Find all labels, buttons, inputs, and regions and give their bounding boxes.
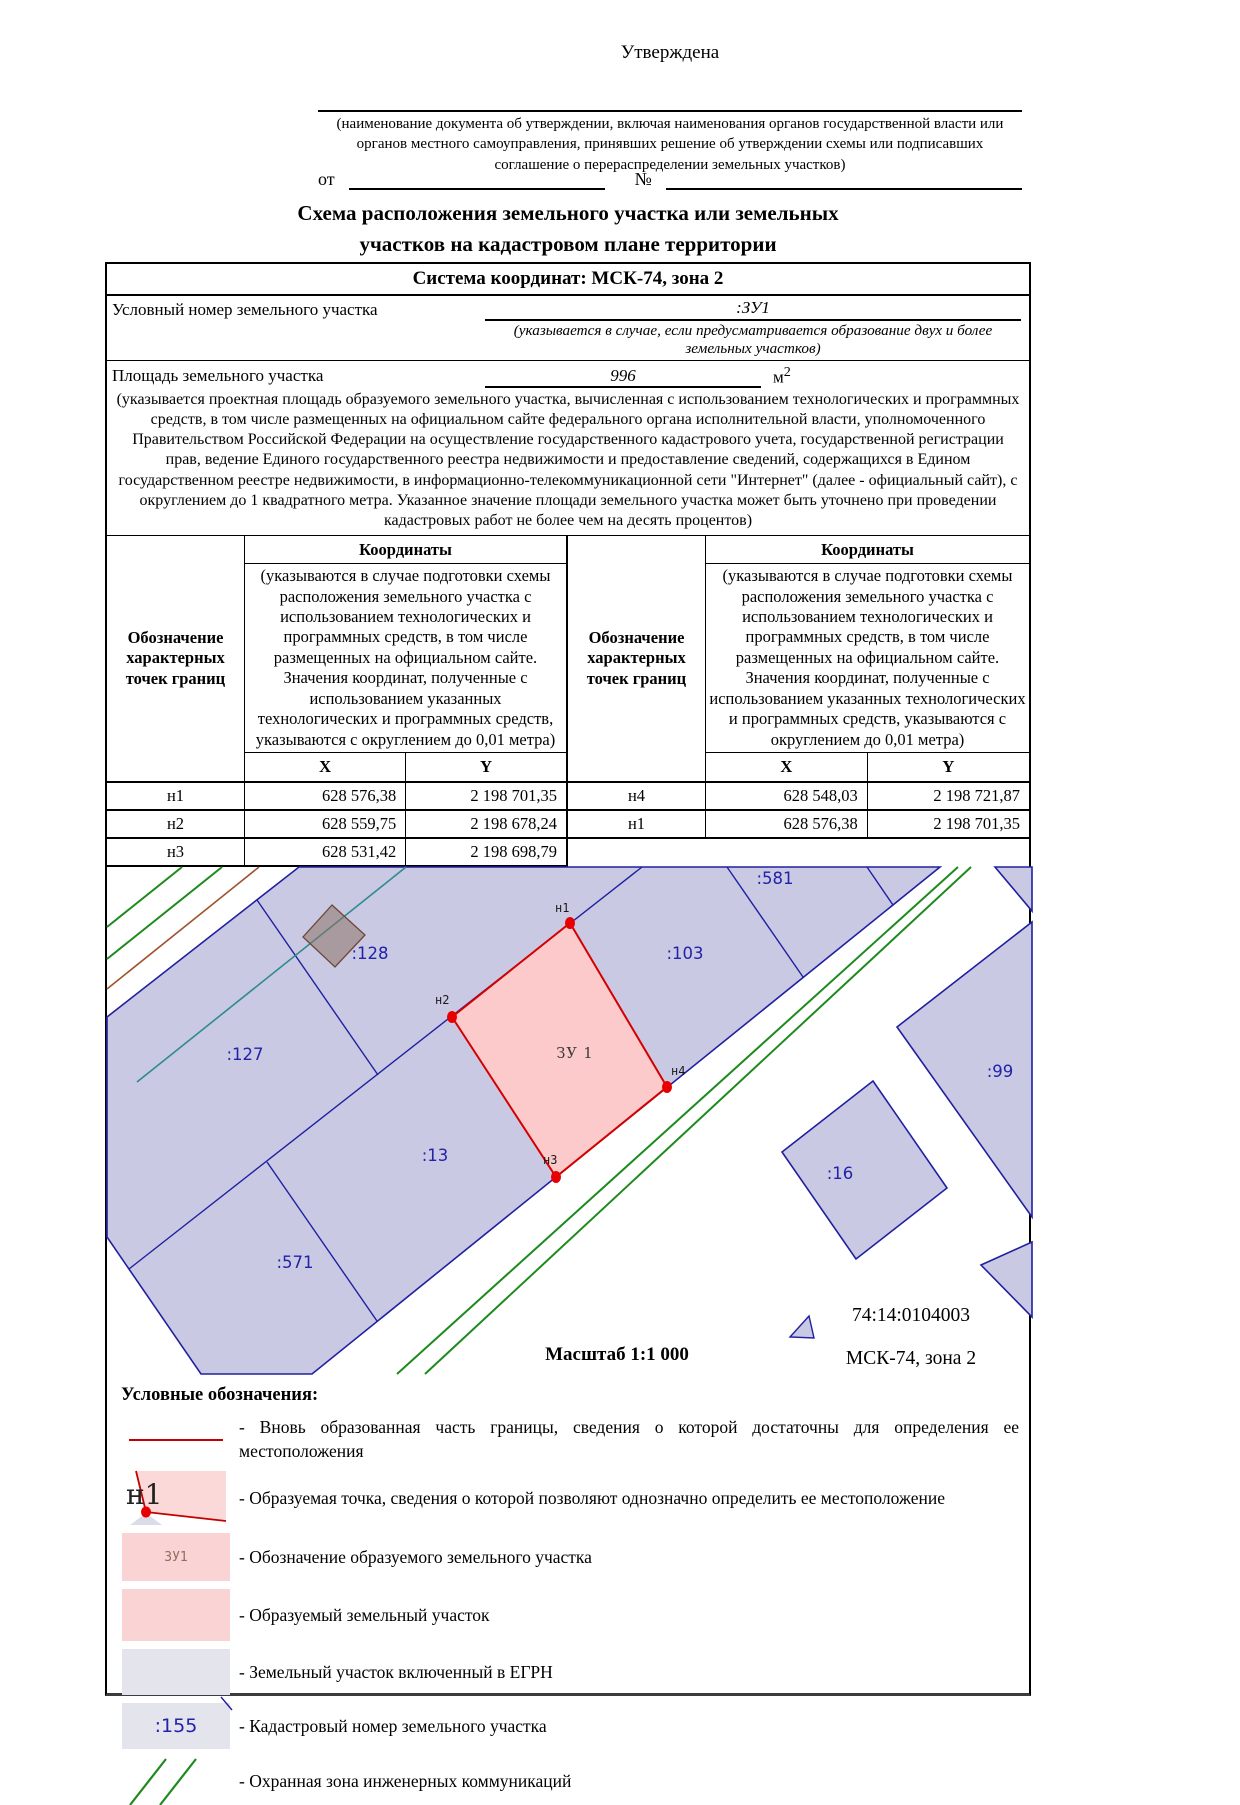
- parcel-label-103: :103: [666, 944, 704, 964]
- legend-item-label: - Обозначение образуемого земельного участка: [239, 1546, 592, 1567]
- document-title: [105, 198, 1031, 260]
- left-point-col-header: Обозначение характерных точек границ: [107, 536, 245, 782]
- area-unit-sup: 2: [783, 364, 791, 381]
- cadastral-quarter-number: 74:14:0104003: [851, 1305, 971, 1327]
- legend-title: Условные обозначения:: [121, 1385, 319, 1406]
- y-value: 2 198 678,24: [406, 810, 567, 838]
- area-unit: [773, 364, 791, 388]
- from-number-row: [318, 166, 1022, 190]
- legend-item-label: - Образуемый земельный участок: [239, 1604, 490, 1625]
- table-row: [568, 782, 1029, 810]
- legend-item-label: - Образуемая точка, сведения о которой позволяют однозначно определить ее местоположение: [239, 1487, 946, 1508]
- point-id: н1: [568, 810, 706, 838]
- point-label-n4: н4: [671, 1064, 686, 1079]
- x-value: 628 576,38: [245, 782, 406, 810]
- cadastral-map: [107, 867, 1029, 1377]
- table-row: [107, 810, 567, 838]
- document-title-line2: участков на кадастровом плане территории: [359, 232, 777, 256]
- zu1-label: ЗУ 1: [556, 1046, 594, 1063]
- legend-item-formed-point: [121, 1471, 1021, 1525]
- left-y-header: Y: [406, 753, 567, 783]
- legend-item-egrn-parcel: [121, 1649, 1021, 1695]
- cadastral-map-svg: [107, 867, 1029, 1377]
- coords-table-left: [107, 536, 568, 867]
- point-label-n3: н3: [543, 1153, 558, 1168]
- conditional-number-value-block: [485, 298, 1029, 360]
- left-coords-caption: (указываются в случае подготовки схемы расположения земельного участка с использованием технологических и программных средств, в том числе размещенных на официальном сайте. Значения координат, полученные с использованием указанных технологических и программных средств, указываются с округлением до 0,01 метра): [245, 564, 568, 753]
- from-label: от: [318, 169, 335, 189]
- utility-zone-icon: [121, 1757, 231, 1805]
- cadastral-number-swatch: [121, 1703, 231, 1749]
- table-row: [107, 838, 567, 866]
- point-n3: [551, 1171, 561, 1183]
- legend-item-label: - Земельный участок включенный в ЕГРН: [239, 1661, 553, 1682]
- parcel-label-581: :581: [756, 869, 794, 889]
- conditional-number-row: [107, 296, 1029, 361]
- point-n2: [447, 1011, 457, 1023]
- conditional-number-value: :ЗУ1: [485, 298, 1021, 321]
- coordinates-section: [107, 536, 1029, 867]
- right-x-header: X: [706, 753, 868, 783]
- point-id: н1: [107, 782, 245, 810]
- left-coords-header: Координаты: [245, 536, 568, 564]
- map-scale: Масштаб 1:1 000: [545, 1344, 689, 1366]
- right-coords-header: Координаты: [706, 536, 1030, 564]
- formed-parcel-swatch: [121, 1589, 231, 1641]
- document-title-line1: Схема расположения земельного участка или земельных: [297, 201, 839, 225]
- legend-item-cadastral-number: [121, 1703, 1021, 1749]
- legend-item-label: - Кадастровый номер земельного участка: [239, 1715, 547, 1736]
- area-value: 996: [485, 366, 761, 388]
- coordinate-system-header: Система координат: МСК-74, зона 2: [107, 264, 1029, 296]
- y-value: 2 198 701,35: [867, 810, 1029, 838]
- formed-point-icon-svg: [126, 1471, 226, 1525]
- new-boundary-line-icon: [121, 1439, 231, 1441]
- table-row: [107, 782, 567, 810]
- y-value: 2 198 721,87: [867, 782, 1029, 810]
- zu-designation-sample-label: ЗУ1: [164, 1549, 188, 1565]
- conditional-number-label: Условный номер земельного участка: [112, 300, 378, 319]
- x-value: 628 559,75: [245, 810, 406, 838]
- parcel-label-127: :127: [226, 1045, 264, 1065]
- main-table-frame: [105, 262, 1031, 1791]
- zu-designation-swatch: [121, 1533, 231, 1581]
- x-value: 628 548,03: [706, 782, 868, 810]
- parcel-label-16: :16: [826, 1164, 854, 1184]
- y-value: 2 198 698,79: [406, 838, 567, 866]
- point-label-n1: н1: [555, 901, 570, 916]
- right-y-header: Y: [867, 753, 1029, 783]
- map-coordinate-zone: МСК-74, зона 2: [845, 1348, 977, 1370]
- x-value: 628 576,38: [706, 810, 868, 838]
- coords-table-right: [568, 536, 1029, 839]
- cadastral-swatch-tick: [219, 1695, 235, 1711]
- area-label: Площадь земельного участка: [112, 366, 324, 385]
- point-id: н2: [107, 810, 245, 838]
- conditional-number-caption: (указывается в случае, если предусматривается образование двух и более земельных участков): [513, 322, 993, 357]
- legend-item-formed-parcel: [121, 1589, 1021, 1641]
- parcel-label-13: :13: [421, 1146, 449, 1166]
- formed-point-sample-label: н1: [126, 1478, 163, 1512]
- legend-item-new-boundary: [121, 1416, 1021, 1463]
- point-id: н3: [107, 838, 245, 866]
- legend-item-label: - Вновь образованная часть границы, сведения о которой достаточны для определения ее местоположения: [239, 1417, 1019, 1461]
- approved-stamp: Утверждена: [620, 42, 720, 63]
- egrn-parcel-swatch: [121, 1649, 231, 1695]
- area-row: [107, 361, 1029, 389]
- utility-zone-icon-svg: [122, 1757, 230, 1805]
- point-id: н4: [568, 782, 706, 810]
- right-point-col-header: Обозначение характерных точек границ: [568, 536, 706, 782]
- area-unit-letter: м: [773, 368, 784, 387]
- cadastral-number-sample-label: :155: [154, 1715, 198, 1738]
- table-row: [568, 810, 1029, 838]
- area-caption: (указывается проектная площадь образуемого земельного участка, вычисленная с использованием технологических и программных средств, в том числе размещенных на официальном сайте федерального органа исполнительной власти, уполномоченного Правительством Российской Федерации на осуществление государственного кадастрового учета, государственной регистрации прав, ведение Единого государственного реестра недвижимости и предоставление сведений, содержащихся в Едином государственном реестре недвижимости, в информационно-телекоммуникационной сети "Интернет" (далее - официальный сайт), с округлением до 1 квадратного метра. Указанное значение площади земельного участка может быть уточнено при проведении кадастровых работ не более чем на десять процентов): [107, 389, 1029, 536]
- formed-point-icon: [121, 1471, 231, 1525]
- legend-item-utility-zone: [121, 1757, 1021, 1805]
- from-blank-line: [349, 166, 605, 190]
- left-x-header: X: [245, 753, 406, 783]
- parcel-label-128: :128: [351, 944, 389, 964]
- parcel-label-571: :571: [276, 1253, 314, 1273]
- legend: [107, 1377, 1029, 1805]
- parcel-16-shape: [782, 1081, 947, 1259]
- number-blank-line: [666, 166, 1022, 190]
- point-n4: [662, 1081, 672, 1093]
- corner-parcel-shape: [995, 867, 1032, 911]
- number-label: №: [634, 169, 652, 189]
- x-value: 628 531,42: [245, 838, 406, 866]
- approval-caption: (наименование документа об утверждении, включая наименования органов государственной власти или органов местного самоуправления, принявших решение об утверждении схемы или подписавших соглашение о перераспределении земельных участков): [318, 110, 1022, 175]
- legend-item-label: - Охранная зона инженерных коммуникаций: [239, 1770, 572, 1791]
- right-coords-caption: (указываются в случае подготовки схемы расположения земельного участка с использованием технологических и программных средств, в том числе размещенных на официальном сайте. Значения координат, полученные с использованием указанных технологических и программных средств, указываются с округлением до 0,01 метра): [706, 564, 1030, 753]
- point-label-n2: н2: [435, 993, 450, 1008]
- legend-item-zu-designation: [121, 1533, 1021, 1581]
- parcel-label-99: :99: [986, 1062, 1014, 1082]
- point-n1: [565, 917, 575, 929]
- y-value: 2 198 701,35: [406, 782, 567, 810]
